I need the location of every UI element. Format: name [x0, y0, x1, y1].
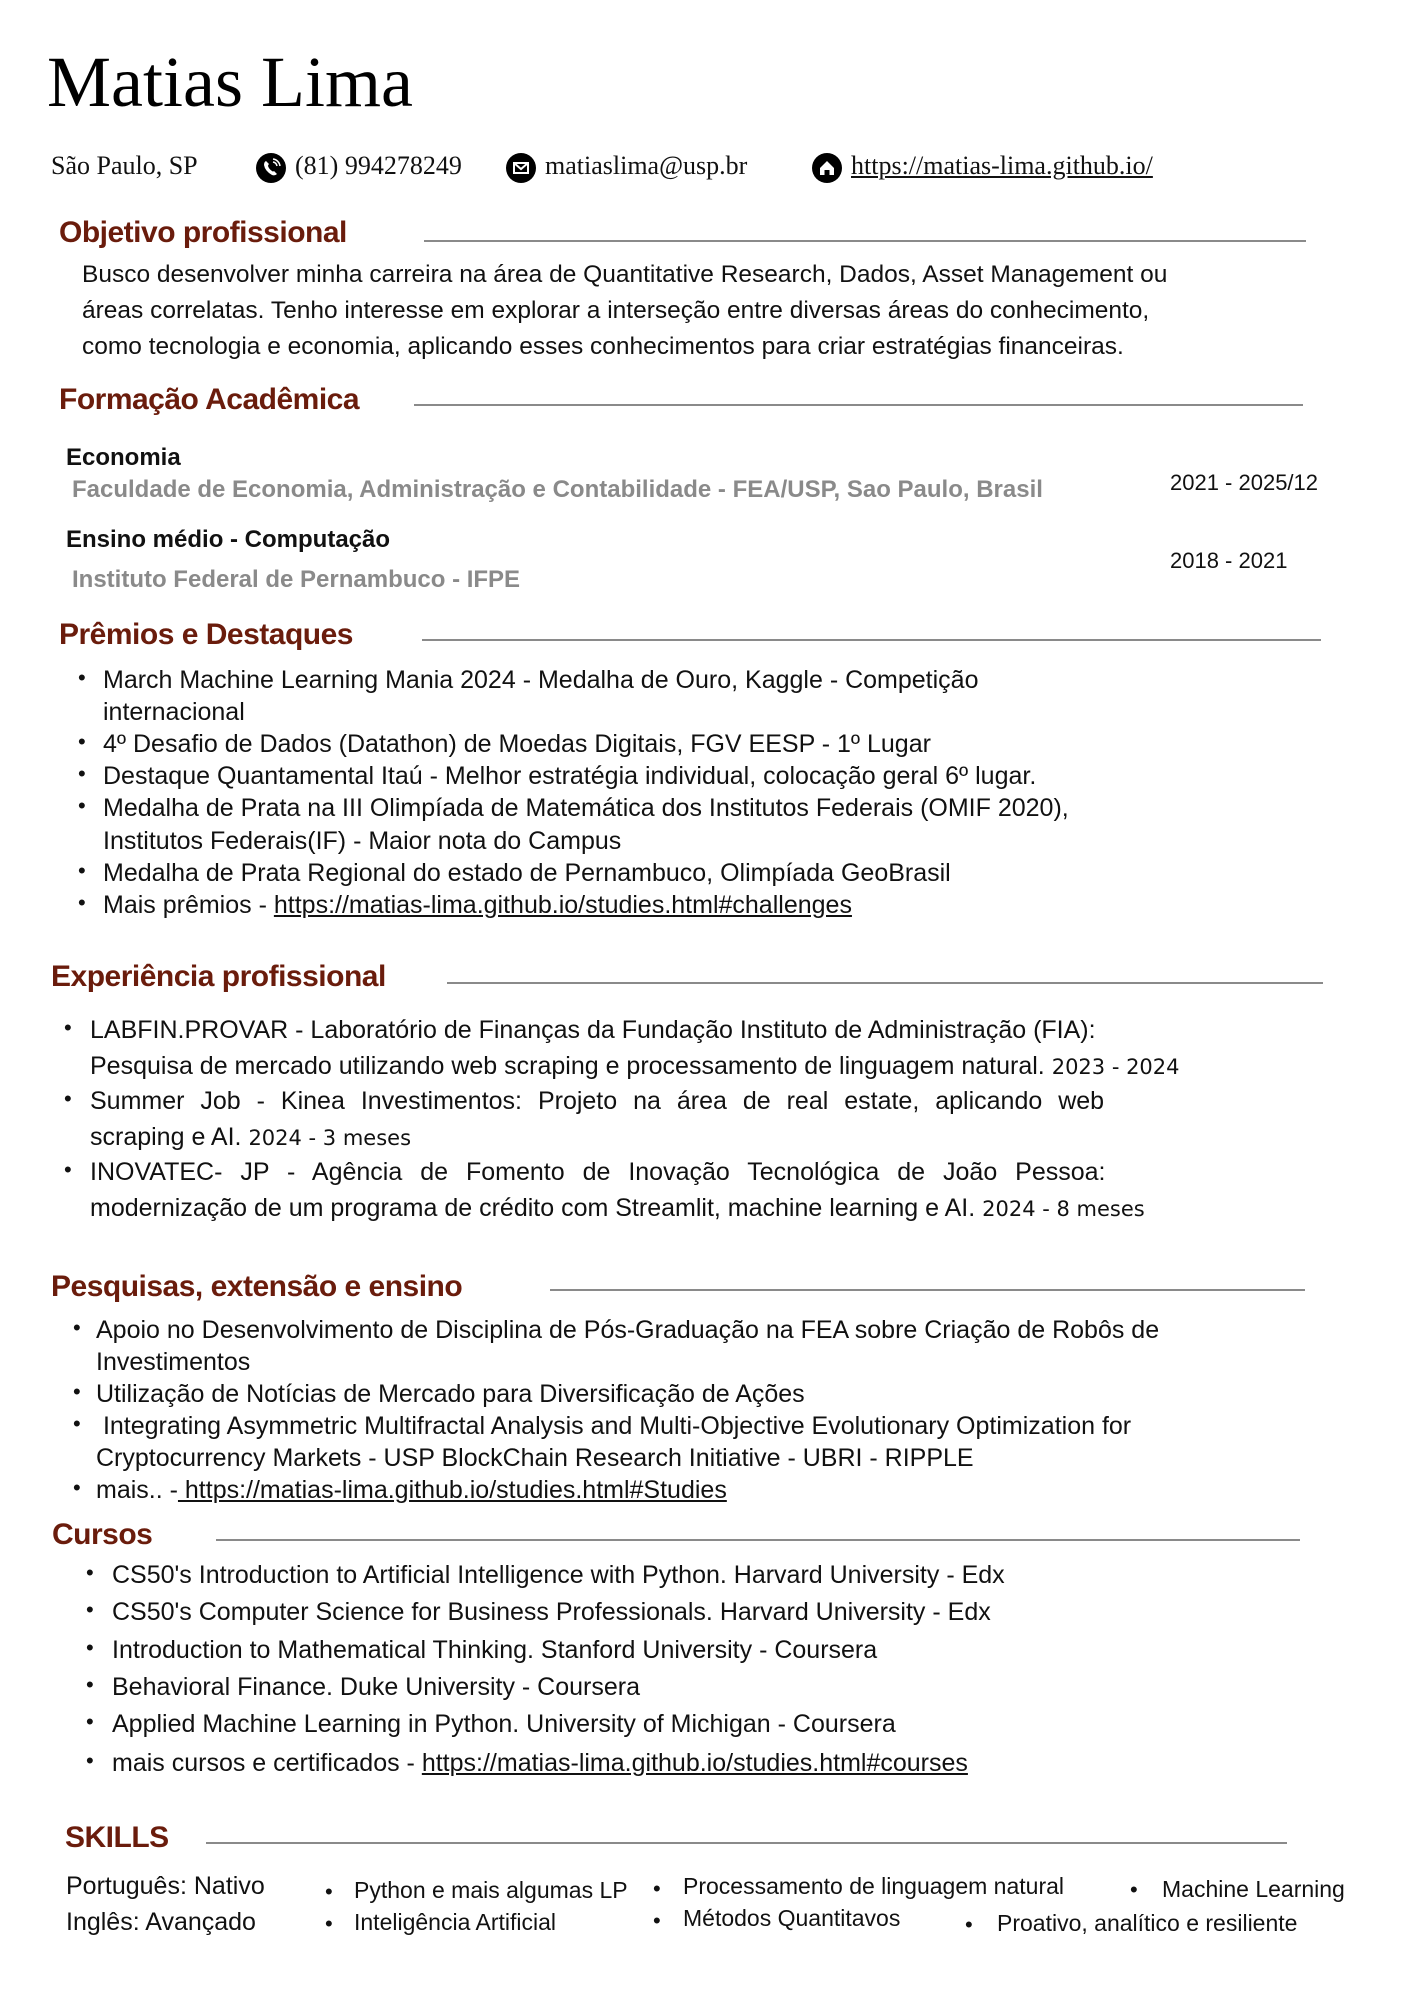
- section-title-formacao: Formação Acadêmica: [59, 383, 360, 416]
- experience-line: [90, 1119, 411, 1156]
- section-divider: [447, 982, 1323, 984]
- course-item: CS50's Computer Science for Business Professionals. Harvard University - Edx: [112, 1598, 991, 1626]
- award-item: Medalha de Prata na III Olimpíada de Matemática dos Institutos Federais (OMIF 2020),: [103, 794, 1069, 822]
- bullet: •: [86, 1748, 94, 1773]
- section-divider: [422, 639, 1321, 641]
- research-item: Cryptocurrency Markets - USP BlockChain Research Initiative - UBRI - RIPPLE: [96, 1444, 974, 1472]
- more-research-label: mais.. -: [96, 1476, 178, 1504]
- experience-period: 2023 - 2024: [1051, 1055, 1180, 1079]
- bullet: •: [653, 1908, 661, 1933]
- section-divider: [424, 240, 1306, 242]
- section-title-pesquisas: Pesquisas, extensão e ensino: [51, 1270, 463, 1303]
- award-item: internacional: [103, 698, 245, 726]
- section-title-skills: SKILLS: [65, 1821, 169, 1854]
- bullet: •: [64, 1157, 72, 1182]
- more-research-link[interactable]: https://matias-lima.github.io/studies.html#Studies: [177, 1476, 727, 1504]
- bullet: •: [653, 1876, 661, 1901]
- course-item-more: [112, 1747, 968, 1779]
- bullet: •: [86, 1635, 94, 1660]
- research-item: Investimentos: [96, 1348, 251, 1376]
- experience-desc: modernização de um programa de crédito com Streamlit, machine learning e AI.: [90, 1194, 976, 1222]
- language-skill: Inglês: Avançado: [66, 1908, 256, 1936]
- mail-icon: [506, 153, 536, 183]
- more-awards-label: Mais prêmios -: [103, 891, 274, 919]
- experience-desc: scraping e AI.: [90, 1123, 242, 1151]
- edu-institution: Faculdade de Economia, Administração e Contabilidade - FEA/USP, Sao Paulo, Brasil: [72, 476, 1043, 503]
- candidate-name: Matias Lima: [47, 42, 413, 122]
- experience-line: LABFIN.PROVAR - Laboratório de Finanças da Fundação Instituto de Administração (FIA):: [90, 1016, 1096, 1044]
- edu-institution: Instituto Federal de Pernambuco - IFPE: [72, 566, 521, 593]
- experience-period: 2024 - 3 meses: [248, 1126, 412, 1150]
- course-item: Behavioral Finance. Duke University - Coursera: [112, 1673, 640, 1701]
- bullet: •: [78, 761, 86, 786]
- section-divider: [216, 1539, 1300, 1541]
- bullet: •: [78, 890, 86, 915]
- skill-item: Python e mais algumas LP: [354, 1877, 628, 1903]
- bullet: •: [78, 793, 86, 818]
- bullet: •: [78, 729, 86, 754]
- bullet: •: [86, 1597, 94, 1622]
- phone-number: (81) 994278249: [295, 151, 462, 180]
- more-courses-link[interactable]: https://matias-lima.github.io/studies.html#courses: [421, 1749, 968, 1777]
- award-item-more: [103, 889, 852, 921]
- home-icon: [812, 153, 842, 183]
- experience-line: [90, 1190, 1145, 1227]
- more-awards-link[interactable]: https://matias-lima.github.io/studies.html#challenges: [273, 891, 852, 919]
- skill-item: Métodos Quantitavos: [683, 1905, 901, 1931]
- skill-item: Inteligência Artificial: [354, 1909, 556, 1935]
- course-item: CS50's Introduction to Artificial Intelligence with Python. Harvard University - Edx: [112, 1561, 1005, 1589]
- skill-item: Processamento de linguagem natural: [683, 1873, 1065, 1899]
- phone-icon: [256, 153, 286, 183]
- bullet: •: [73, 1315, 81, 1340]
- section-divider: [550, 1289, 1305, 1291]
- bullet: •: [325, 1879, 333, 1904]
- bullet: •: [73, 1475, 81, 1500]
- edu-course: Economia: [66, 444, 181, 471]
- experience-line: [90, 1048, 1180, 1085]
- bullet: •: [325, 1911, 333, 1936]
- bullet: •: [86, 1560, 94, 1585]
- bullet: •: [78, 665, 86, 690]
- edu-dates: 2021 - 2025/12: [1170, 470, 1319, 495]
- skill-item: Proativo, analítico e resiliente: [997, 1910, 1298, 1936]
- award-item: March Machine Learning Mania 2024 - Medalha de Ouro, Kaggle - Competição: [103, 666, 979, 694]
- more-courses-label: mais cursos e certificados -: [112, 1749, 422, 1777]
- award-item: Institutos Federais(IF) - Maior nota do Campus: [103, 827, 622, 855]
- objetivo-line: como tecnologia e economia, aplicando esses conhecimentos para criar estratégias financeiras.: [82, 333, 1124, 360]
- skill-item: Machine Learning: [1162, 1876, 1345, 1902]
- research-item: Integrating Asymmetric Multifractal Analysis and Multi-Objective Evolutionary Optimization for: [96, 1412, 1132, 1440]
- section-title-objetivo: Objetivo profissional: [59, 216, 347, 249]
- edu-dates: 2018 - 2021: [1170, 548, 1288, 573]
- section-title-premios: Prêmios e Destaques: [59, 618, 353, 651]
- bullet: •: [1130, 1877, 1138, 1902]
- section-title-cursos: Cursos: [52, 1518, 153, 1551]
- course-item: Applied Machine Learning in Python. University of Michigan - Coursera: [112, 1710, 896, 1738]
- experience-desc: Pesquisa de mercado utilizando web scraping e processamento de linguagem natural.: [90, 1052, 1045, 1080]
- edu-course: Ensino médio - Computação: [66, 526, 391, 553]
- website-link[interactable]: https://matias-lima.github.io/: [851, 151, 1153, 180]
- research-item-more: [96, 1474, 727, 1506]
- bullet: •: [965, 1912, 973, 1937]
- objetivo-line: áreas correlatas. Tenho interesse em explorar a interseção entre diversas áreas do conhecimento,: [82, 297, 1150, 324]
- location: São Paulo, SP: [51, 151, 198, 180]
- section-divider: [206, 1842, 1287, 1844]
- research-item: Utilização de Notícias de Mercado para Diversificação de Ações: [96, 1380, 805, 1408]
- award-item: 4º Desafio de Dados (Datathon) de Moedas Digitais, FGV EESP - 1º Lugar: [103, 730, 931, 758]
- award-item: Medalha de Prata Regional do estado de Pernambuco, Olimpíada GeoBrasil: [103, 859, 951, 887]
- section-title-experiencia: Experiência profissional: [51, 960, 386, 993]
- language-skill: Português: Nativo: [66, 1872, 265, 1900]
- bullet: •: [78, 858, 86, 883]
- section-divider: [414, 404, 1303, 406]
- bullet: •: [73, 1379, 81, 1404]
- bullet: •: [86, 1672, 94, 1697]
- experience-line: INOVATEC- JP - Agência de Fomento de Inovação Tecnológica de João Pessoa:: [90, 1158, 1106, 1186]
- experience-period: 2024 - 8 meses: [982, 1197, 1145, 1221]
- bullet: •: [64, 1015, 72, 1040]
- experience-line: Summer Job - Kinea Investimentos: Projeto na área de real estate, aplicando web: [90, 1087, 1105, 1115]
- award-item: Destaque Quantamental Itaú - Melhor estratégia individual, colocação geral 6º lugar.: [103, 762, 1037, 790]
- bullet: •: [86, 1709, 94, 1734]
- email[interactable]: matiaslima@usp.br: [545, 151, 748, 180]
- bullet: •: [73, 1411, 81, 1436]
- objetivo-line: Busco desenvolver minha carreira na área de Quantitative Research, Dados, Asset Management ou: [82, 261, 1168, 288]
- research-item: Apoio no Desenvolvimento de Disciplina de Pós-Graduação na FEA sobre Criação de Robôs de: [96, 1316, 1160, 1344]
- course-item: Introduction to Mathematical Thinking. Stanford University - Coursera: [112, 1636, 878, 1664]
- bullet: •: [64, 1086, 72, 1111]
